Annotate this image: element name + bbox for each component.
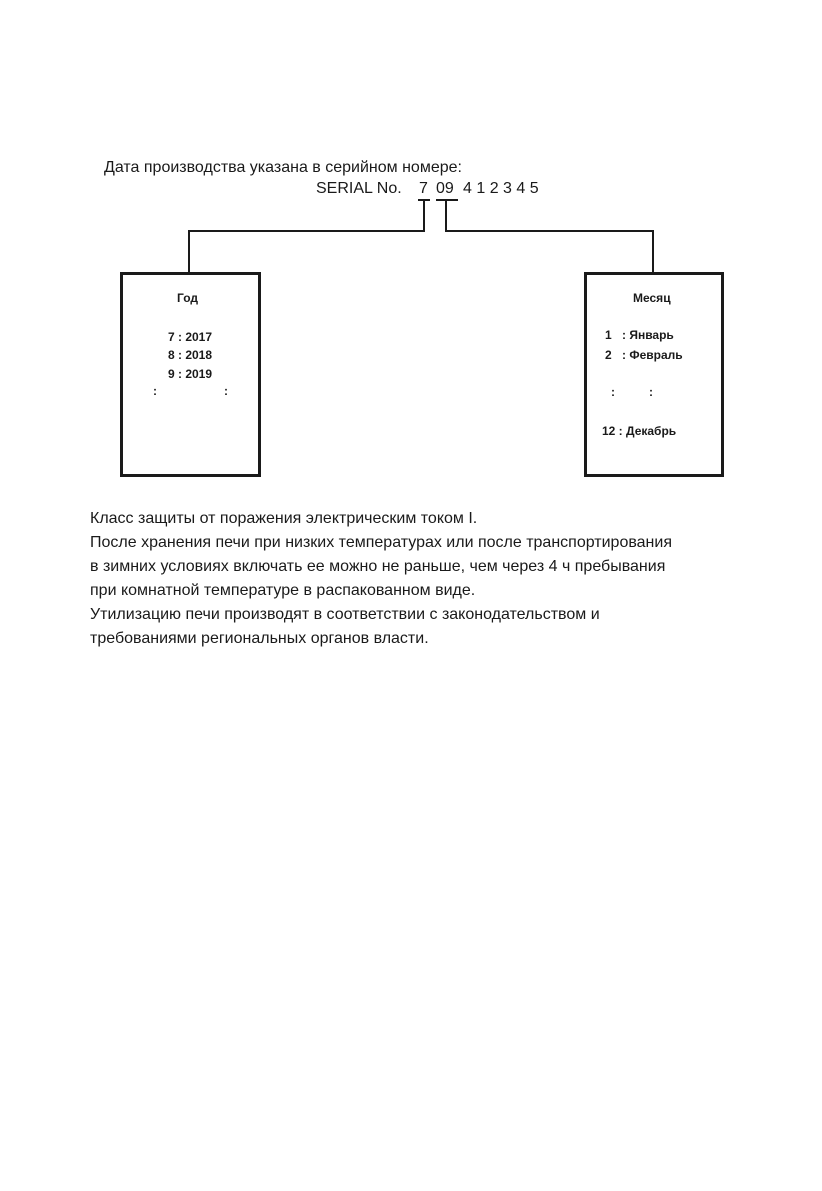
year-connector-horizontal xyxy=(188,230,425,232)
year-row: 8 : 2018 xyxy=(168,348,213,362)
paragraph-line: После хранения печи при низких температурах или после транспортирования xyxy=(90,534,672,551)
month-connector-vertical xyxy=(445,201,447,231)
month-box-title: Месяц xyxy=(633,291,671,305)
serial-label: SERIAL No. xyxy=(316,180,402,197)
month-row-label: : Февраль xyxy=(622,348,683,362)
paragraph-line: Класс защиты от поражения электрическим током I. xyxy=(90,510,478,527)
paragraph-line: при комнатной температуре в распакованном виде. xyxy=(90,582,476,599)
paragraph-line: Утилизацию печи производят в соответствии с законодательством и xyxy=(90,606,600,623)
year-ellipsis-left: : xyxy=(153,384,157,398)
serial-month-digits: 09 xyxy=(436,180,454,197)
serial-rest-digits: 4 1 2 3 4 5 xyxy=(463,180,539,197)
month-ellipsis-left: : xyxy=(611,385,615,399)
month-connector-drop xyxy=(652,230,654,274)
month-digits-underline xyxy=(436,199,458,201)
month-row-number: 2 xyxy=(605,348,612,362)
year-connector-drop xyxy=(188,230,190,274)
year-row: 9 : 2019 xyxy=(168,367,213,381)
serial-intro-text: Дата производства указана в серийном номере: xyxy=(104,159,462,176)
month-row-label: : Январь xyxy=(622,328,674,342)
month-connector-horizontal xyxy=(445,230,654,232)
month-row-number: 1 xyxy=(605,328,612,342)
paragraph-line: в зимних условиях включать ее можно не раньше, чем через 4 ч пребывания xyxy=(90,558,666,575)
month-ellipsis-right: : xyxy=(649,385,653,399)
serial-year-digit: 7 xyxy=(419,180,428,197)
year-row: 7 : 2017 xyxy=(168,330,213,344)
year-ellipsis-right: : xyxy=(224,384,228,398)
year-connector-vertical xyxy=(423,201,425,231)
month-last-row: 12 : Декабрь xyxy=(602,424,677,438)
paragraph-line: требованиями региональных органов власти. xyxy=(90,630,429,647)
year-box-title: Год xyxy=(177,291,198,305)
